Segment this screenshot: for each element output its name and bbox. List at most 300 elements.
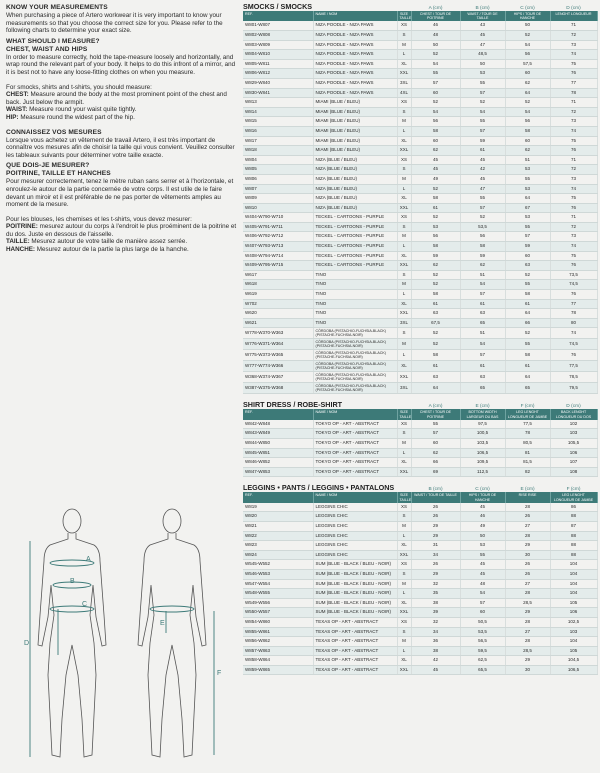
smocks-cell: W801-W807 (243, 21, 313, 30)
smocks-table (243, 11, 598, 394)
shirt-title-en: SHIRT DRESS / (243, 400, 298, 410)
leggins-cell: TEXAS OP - ART - ABSTRACT (313, 637, 397, 647)
label-f: F (217, 670, 222, 677)
smocks-cell: NIZA (BLUE / BLEU) (313, 203, 397, 213)
para-conn: Lorsque vous achetez un vêtement de travail Artero, il est très important de connaître vos mesures afin de choisir la taille qui vous convient. Veuillez consulter les tableaux suivants pour déterminer votre taille exacte. (6, 136, 235, 159)
smocks-row (243, 174, 597, 184)
smocks-cell: 61 (460, 361, 505, 372)
smocks-cell: 52 (411, 213, 460, 223)
leggins-th-ref: REF. (243, 492, 313, 502)
leggins-th-size: SIZE TAILLE (397, 492, 411, 502)
leggins-cell: 87 (550, 521, 597, 531)
smocks-cell: 57 (411, 78, 460, 88)
smocks-cell: XL (397, 299, 411, 309)
leggins-cell: 27 (505, 521, 550, 531)
smocks-cell: W619 (243, 290, 313, 300)
shirt-th-leg: LEG LENGHT LONGUEUR DE JAMBE (505, 409, 550, 419)
hanche-text: Mesurez autour de la partie la plus large de la hanche. (36, 246, 189, 254)
smocks-cell: 73 (550, 40, 597, 50)
smocks-row (243, 88, 597, 98)
smocks-cell: XXL (397, 309, 411, 319)
shirt-cell: 108 (550, 467, 597, 477)
leggins-row (243, 627, 597, 637)
smocks-cell: CÓRDOBA (PISTACHIO-FUCHSIA-BLACK) (PISTACHE-FUCHSIA-NOIR) (313, 372, 397, 383)
leggins-cell: SUM (BLUE - BLACK / BLEU - NOIR) (313, 598, 397, 608)
smocks-title (243, 2, 312, 11)
heading-know: KNOW YOUR MEASUREMENTS (6, 4, 108, 11)
leggins-cell: TEXAS OP - ART - ABSTRACT (313, 656, 397, 666)
smocks-cell: 42 (460, 165, 505, 175)
leggins-cell: 105 (550, 598, 597, 608)
smocks-cell: W805 (243, 165, 313, 175)
leggins-cell: 106 (550, 608, 597, 618)
smocks-cell: 55 (505, 174, 550, 184)
smocks-cell: 77,5 (550, 361, 597, 372)
shirt-cell: 102 (550, 420, 597, 429)
smocks-col-a: A (cm) (428, 6, 443, 11)
smocks-cell: 78 (550, 88, 597, 98)
smocks-cell: 60 (505, 69, 550, 79)
smocks-cell: 57 (460, 290, 505, 300)
leggins-cell: 42 (411, 656, 460, 666)
smocks-cell: 59 (411, 251, 460, 261)
para-for: For smocks, shirts and t-shirts, you should measure: (6, 83, 152, 91)
smocks-cell: 54 (411, 59, 460, 69)
leggins-col-letters (411, 487, 597, 492)
smocks-cell: XS (397, 98, 411, 108)
smocks-cell: 59 (505, 242, 550, 252)
smocks-cell: TINO (313, 309, 397, 319)
smocks-cell: 62 (505, 78, 550, 88)
leggins-cell: 56,5 (460, 637, 505, 647)
leggins-cell: M (397, 579, 411, 589)
smocks-cell: 76 (550, 290, 597, 300)
smocks-row (243, 339, 597, 350)
leggins-cell: 88 (550, 541, 597, 551)
smocks-row (243, 299, 597, 309)
leggins-th-waist: WAIST / TOUR DE TAILLE (411, 492, 460, 502)
leggins-cell: 88 (550, 531, 597, 541)
shirt-col-d: D (cm) (566, 404, 581, 410)
leggins-cell: LEGGINS CHIC (313, 521, 397, 531)
leggins-cell: TEXAS OP - ART - ABSTRACT (313, 627, 397, 637)
leggins-cell: W824 (243, 550, 313, 560)
smocks-row (243, 222, 597, 232)
smocks-cell: XXL (397, 146, 411, 156)
shirt-cell: TOKYO OP - ART - ABSTRACT (313, 458, 397, 468)
leggins-th-leg: LEG LENGHT LONGUEUR DE JAMBE (550, 492, 597, 502)
leggins-cell: 36 (411, 637, 460, 647)
smocks-cell: 78,5 (550, 372, 597, 383)
smocks-cell: 53 (460, 69, 505, 79)
smocks-cell: W618 (243, 280, 313, 290)
shirt-cell: 77,5 (505, 420, 550, 429)
smocks-row (243, 155, 597, 165)
smocks-cell: 72 (550, 222, 597, 232)
leggins-cell: S (397, 512, 411, 522)
smocks-cell: L (397, 50, 411, 60)
leggins-cell: 32 (411, 579, 460, 589)
leggins-cell: W546-W553 (243, 569, 313, 579)
smocks-cell: 58 (411, 290, 460, 300)
smocks-row (243, 328, 597, 339)
smocks-row (243, 194, 597, 204)
smocks-cell: 58 (505, 126, 550, 136)
taille-label: TAILLE: (6, 238, 30, 246)
smocks-cell: 71 (550, 213, 597, 223)
shirt-col-letters (411, 404, 597, 409)
leggins-cell: 28 (505, 503, 550, 512)
smocks-cell: 72 (550, 165, 597, 175)
smocks-row (243, 184, 597, 194)
smocks-cell: 61 (505, 361, 550, 372)
smocks-cell: 74,5 (550, 280, 597, 290)
smocks-cell: W778-W370-W363 (243, 328, 313, 339)
smocks-title-en: SMOCKS / (243, 2, 281, 11)
shirt-cell: W845-W851 (243, 448, 313, 458)
leggins-cell: W545-W552 (243, 560, 313, 570)
smocks-cell: 80 (550, 318, 597, 328)
smocks-cell: NIZA POODLE - NIZA PAWS (313, 40, 397, 50)
leggins-title-fr: LEGGINS • PANTALONS (311, 483, 395, 493)
smocks-cell: W807 (243, 184, 313, 194)
smocks-cell: 57 (460, 203, 505, 213)
smocks-cell: 3XL (397, 383, 411, 394)
leggins-row (243, 531, 597, 541)
smocks-cell: 58 (505, 290, 550, 300)
smocks-cell: 48,5 (460, 50, 505, 60)
smocks-cell: MIAMI (BLUE / BLEU) (313, 136, 397, 146)
smocks-row (243, 318, 597, 328)
smocks-cell: 47 (460, 40, 505, 50)
smocks-cell: 62 (460, 261, 505, 271)
leggins-cell: 102,5 (550, 617, 597, 627)
front-figure (38, 509, 106, 757)
smocks-cell: 59 (460, 136, 505, 146)
hip-text: Measure round the widest part of the hip. (20, 113, 135, 121)
smocks-cell: 67,5 (411, 318, 460, 328)
leggins-cell: W856-W862 (243, 637, 313, 647)
leggins-cell: 29 (411, 531, 460, 541)
leggins-col-e: E (cm) (520, 487, 535, 493)
smocks-cell: 72 (550, 31, 597, 41)
smocks-cell: 45 (460, 155, 505, 165)
smocks-cell: 63 (460, 309, 505, 319)
smocks-cell: XXL (397, 69, 411, 79)
body-measurement-figures (4, 505, 236, 767)
leggins-cell: 54 (460, 589, 505, 599)
leggins-cell: TEXAS OP - ART - ABSTRACT (313, 617, 397, 627)
leggins-cell: LEGGINS CHIC (313, 531, 397, 541)
leggins-cell: W820 (243, 512, 313, 522)
smocks-cell: W818 (243, 146, 313, 156)
smocks-cell: NIZA POODLE - NIZA PAWS (313, 59, 397, 69)
leggins-cell: 50,5 (460, 617, 505, 627)
shirt-cell: 82 (505, 467, 550, 477)
shirt-cell: TOKYO OP - ART - ABSTRACT (313, 467, 397, 477)
heading-que: QUE DOIS-JE MESURER? (6, 162, 90, 170)
smocks-cell: MIAMI (BLUE / BLEU) (313, 107, 397, 117)
smocks-cell: 79,5 (550, 383, 597, 394)
smocks-cell: 76 (550, 203, 597, 213)
leggins-cell: 26 (505, 560, 550, 570)
smocks-cell: 75 (550, 251, 597, 261)
smocks-cell: W387-W375-W368 (243, 383, 313, 394)
shirt-cell: 109,5 (460, 458, 505, 468)
smocks-cell: W830-W841 (243, 88, 313, 98)
smocks-cell: 55 (505, 339, 550, 350)
smocks-cell: W806 (243, 174, 313, 184)
smocks-cell: 75 (550, 59, 597, 69)
smocks-cell: 59 (460, 251, 505, 261)
shirt-cell: 103,5 (460, 439, 505, 449)
shirt-cell: L (397, 448, 411, 458)
para-know: When purchasing a piece of Artero workwear it is very important to know your measurements so that you choose the correct size for you. Please refer to the following charts to determine your exact size. (6, 12, 223, 35)
smocks-cell: 62 (411, 261, 460, 271)
smocks-cell: 73 (550, 174, 597, 184)
smocks-cell: S (397, 270, 411, 280)
shirt-row (243, 448, 597, 458)
smocks-cell: 58 (411, 350, 460, 361)
smocks-th-waist: WAIST / TOUR DE TAILLE (460, 11, 505, 21)
smocks-cell: W407-W793-W713 (243, 242, 313, 252)
poit-label: POITRINE: (6, 223, 38, 231)
smocks-row (243, 372, 597, 383)
shirt-cell: TOKYO OP - ART - ABSTRACT (313, 448, 397, 458)
smocks-cell: 61 (460, 299, 505, 309)
leggins-cell: 53 (460, 541, 505, 551)
smocks-cell: 74 (550, 50, 597, 60)
smocks-cell: 61 (460, 146, 505, 156)
smocks-cell: 56 (505, 50, 550, 60)
leggins-cell: 62,5 (460, 656, 505, 666)
leggins-cell: XL (397, 598, 411, 608)
shirt-cell: 100,5 (460, 429, 505, 439)
smocks-cell: 64 (505, 194, 550, 204)
smocks-cell: NIZA (BLUE / BLEU) (313, 155, 397, 165)
smocks-cell: 74 (550, 126, 597, 136)
smocks-cell: 57,5 (505, 59, 550, 69)
leggins-cell: LEGGINS CHIC (313, 503, 397, 512)
leggins-cell: W854-W860 (243, 617, 313, 627)
smocks-th-size: SIZE TAILLE (397, 11, 411, 21)
smocks-cell: 61 (411, 203, 460, 213)
shirt-cell: W847-W853 (243, 467, 313, 477)
smocks-th-length: LENGHT LONGUEUR (550, 11, 597, 21)
leggins-cell: 26 (411, 512, 460, 522)
smocks-cell: 76 (550, 261, 597, 271)
shirt-cell: 107 (550, 458, 597, 468)
leggins-th-name: NAME / NOM (313, 492, 397, 502)
leggins-row (243, 550, 597, 560)
smocks-cell: CÓRDOBA (PISTACHIO-FUCHSIA-BLACK) (PISTACHE-FUCHSIA-NOIR) (313, 361, 397, 372)
smocks-row (243, 165, 597, 175)
leggins-cell: XS (397, 503, 411, 512)
leggins-row (243, 589, 597, 599)
smocks-cell: M (397, 232, 411, 242)
smocks-cell: W816 (243, 126, 313, 136)
smocks-cell: M (397, 174, 411, 184)
leggins-cell: W822 (243, 531, 313, 541)
smocks-cell: W829-W840 (243, 78, 313, 88)
smocks-cell: 73 (550, 117, 597, 127)
smocks-cell: 75 (550, 136, 597, 146)
leggins-row (243, 569, 597, 579)
hip-label: HIP: (6, 113, 19, 121)
shirt-cell: 55 (411, 420, 460, 429)
smocks-cell: 74,5 (550, 339, 597, 350)
smocks-cell: 58 (411, 194, 460, 204)
leggins-cell: XL (397, 656, 411, 666)
smocks-cell: W404-W790-W710 (243, 213, 313, 223)
leggins-row (243, 646, 597, 656)
smocks-cell: W809 (243, 194, 313, 204)
smocks-cell: TINO (313, 280, 397, 290)
smocks-cell: 55 (460, 78, 505, 88)
smocks-cell: W621 (243, 318, 313, 328)
smocks-cell: NIZA (BLUE / BLEU) (313, 194, 397, 204)
leggins-title-en: LEGGINS • PANTS / (243, 483, 312, 493)
heading-poit: POITRINE, TAILLE ET HANCHES (6, 170, 111, 178)
heading-what: WHAT SHOULD I MEASURE? (6, 37, 100, 45)
smocks-cell: 58 (411, 242, 460, 252)
smocks-cell: XL (397, 136, 411, 146)
smocks-row (243, 242, 597, 252)
smocks-cell: W702 (243, 299, 313, 309)
smocks-row (243, 290, 597, 300)
leggins-cell: XS (397, 617, 411, 627)
smocks-cell: 60 (505, 251, 550, 261)
smocks-cell: W810 (243, 203, 313, 213)
leggins-cell: 45 (460, 503, 505, 512)
smocks-cell: 60 (411, 88, 460, 98)
leggins-th-rise: RISE RISE (505, 492, 550, 502)
leggins-cell: XL (397, 541, 411, 551)
leggins-row (243, 579, 597, 589)
leggins-cell: XS (397, 560, 411, 570)
shirt-header (243, 400, 597, 409)
smocks-cell: XS (397, 213, 411, 223)
smocks-cell: 73 (550, 232, 597, 242)
leggins-cell: SUM (BLUE - BLACK / BLEU - NOIR) (313, 560, 397, 570)
leggins-cell: 29 (505, 656, 550, 666)
smocks-cell: 62 (505, 146, 550, 156)
leggins-cell: 29 (505, 608, 550, 618)
smocks-cell: 45 (460, 174, 505, 184)
smocks-cell: 60 (411, 136, 460, 146)
smocks-row (243, 280, 597, 290)
shirt-title (243, 400, 342, 409)
waist-def (6, 106, 238, 114)
smocks-cell: XXL (397, 372, 411, 383)
smocks-tbody (243, 21, 597, 394)
smocks-cell: 73,5 (550, 270, 597, 280)
poit-def (6, 223, 238, 238)
leggins-cell: M (397, 637, 411, 647)
smocks-cell: 53 (505, 184, 550, 194)
smocks-cell: 52 (460, 213, 505, 223)
smocks-cell: L (397, 242, 411, 252)
shirt-th-back: BACK LENGHT LONGUEUR DU DOS (550, 409, 597, 419)
smocks-cell: 53 (505, 213, 550, 223)
leggins-cell: SUM (BLUE - BLACK / BLEU - NOIR) (313, 589, 397, 599)
shirt-cell: 97,5 (460, 420, 505, 429)
leggins-tbody (243, 503, 597, 675)
leggins-cell: 104,5 (550, 656, 597, 666)
smocks-cell: 52 (411, 98, 460, 108)
smocks-cell: S (397, 328, 411, 339)
smocks-cell: 50 (411, 40, 460, 50)
shirt-cell: 106 (550, 448, 597, 458)
leggins-cell: XXL (397, 550, 411, 560)
shirt-cell: 106,5 (460, 448, 505, 458)
smocks-cell: W806-W812 (243, 69, 313, 79)
leggins-cell: 32 (411, 617, 460, 627)
shirt-header-row (243, 409, 597, 419)
smocks-cell: 52 (411, 50, 460, 60)
smocks-cell: MIAMI (BLUE / BLEU) (313, 98, 397, 108)
leggins-cell: XXL (397, 665, 411, 675)
label-a: A (86, 556, 91, 563)
smocks-cell: 65 (460, 318, 505, 328)
shirt-row (243, 467, 597, 477)
smocks-cell: XS (397, 21, 411, 30)
para-blouses: Pour les blouses, les chemises et les t-shirts, vous devez mesurer: (6, 215, 192, 223)
taille-text: Mesurez autour de votre taille de manière assez serrée. (31, 238, 188, 246)
leggins-cell: L (397, 531, 411, 541)
leggins-cell: 104 (550, 637, 597, 647)
smocks-cell: 43 (460, 21, 505, 30)
smocks-cell: MIAMI (BLUE / BLEU) (313, 126, 397, 136)
label-b: B (70, 578, 75, 585)
shirt-cell: 81,5 (505, 458, 550, 468)
smocks-cell: 4XL (397, 88, 411, 98)
leggins-cell: W821 (243, 521, 313, 531)
shirt-th-ref: REF. (243, 409, 313, 419)
shirt-table (243, 409, 598, 477)
smocks-cell: 57 (460, 350, 505, 361)
smocks-cell: 56 (505, 117, 550, 127)
smocks-cell: XL (397, 251, 411, 261)
shirt-col-e: E (cm) (475, 404, 490, 410)
smocks-cell: M (397, 40, 411, 50)
smocks-cell: XL (397, 59, 411, 69)
leggins-cell: W547-W554 (243, 579, 313, 589)
smocks-cell: 64 (505, 309, 550, 319)
smocks-cell: TECKEL - CARTOONS - PURPLE (313, 261, 397, 271)
smocks-cell: 67 (505, 203, 550, 213)
smocks-cell: NIZA POODLE - NIZA PAWS (313, 69, 397, 79)
leggins-cell: 104 (550, 589, 597, 599)
leggins-cell: 31 (411, 541, 460, 551)
leggins-cell: 28 (505, 637, 550, 647)
shirt-cell: 62 (411, 448, 460, 458)
smocks-cell: 58 (460, 242, 505, 252)
smocks-cell: 64 (505, 88, 550, 98)
shirt-col-f: F (cm) (520, 404, 535, 410)
smocks-cell: 76 (550, 69, 597, 79)
smocks-cell: W405-W791-W711 (243, 222, 313, 232)
shirt-tbody (243, 420, 597, 477)
smocks-cell: 64 (505, 372, 550, 383)
leggins-cell: 27 (505, 579, 550, 589)
shirt-cell: 66 (411, 458, 460, 468)
leggins-cell: 39 (411, 608, 460, 618)
leggins-row (243, 637, 597, 647)
leggins-cell: 29 (411, 569, 460, 579)
leggins-cell: W855-W861 (243, 627, 313, 637)
smocks-cell: 52 (411, 270, 460, 280)
